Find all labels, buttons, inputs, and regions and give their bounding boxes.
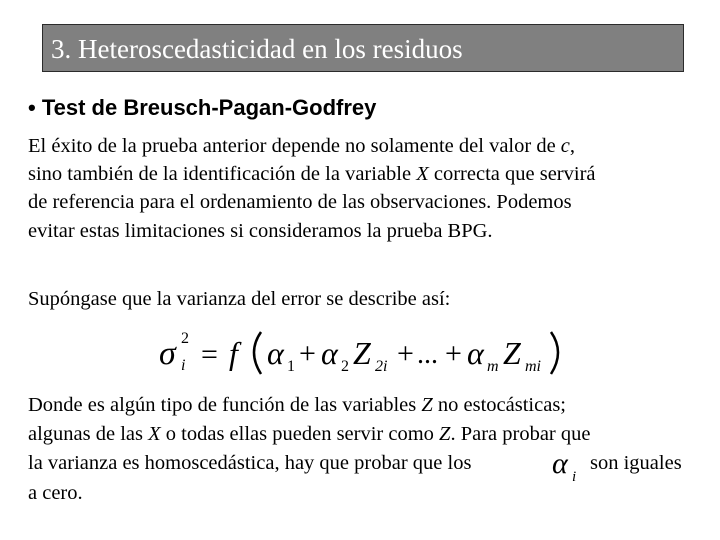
alpha-subscript: i xyxy=(572,469,577,483)
formula-equals: = xyxy=(201,338,218,371)
formula-alpha2: α xyxy=(321,335,338,371)
text-span: Donde es algún tipo de función de las variables xyxy=(28,394,422,416)
paragraph3-line1 xyxy=(28,392,566,418)
variable-z: Z xyxy=(421,394,433,416)
formula-alpha1-sub: 1 xyxy=(287,358,295,375)
formula-sigma: σ xyxy=(159,335,176,372)
text-span: algunas de las xyxy=(28,423,149,445)
formula-alpha1: α xyxy=(267,335,284,371)
formula-ellipsis: ... xyxy=(417,339,438,370)
formula-plus3: + xyxy=(445,337,462,370)
formula-left-paren xyxy=(254,332,261,374)
variance-formula xyxy=(157,326,567,378)
formula-z2-sub: 2i xyxy=(375,358,388,375)
text-span: correcta que servirá xyxy=(428,163,596,185)
text-span: o todas ellas pueden servir como xyxy=(160,423,440,445)
variable-x: X xyxy=(416,163,429,185)
paragraph1-line1 xyxy=(28,133,575,159)
paragraph1-line4: evitar estas limitaciones si consideramos la prueba BPG. xyxy=(28,220,493,242)
formula-plus2: + xyxy=(397,337,414,370)
text-span: , xyxy=(569,135,576,157)
formula-zm: Z xyxy=(503,335,521,371)
alpha-i-symbol xyxy=(550,449,584,483)
formula-alpha2-sub: 2 xyxy=(341,358,349,375)
slide-title-bar xyxy=(42,24,684,72)
formula-function-f: f xyxy=(229,335,238,371)
section-heading: • Test de Breusch-Pagan-Godfrey xyxy=(28,95,377,120)
text-span: sino también de la identificación de la variable xyxy=(28,163,417,185)
text-span: El éxito de la prueba anterior depende no solamente del valor de xyxy=(28,135,561,157)
slide-title: 3. Heteroscedasticidad en los residuos xyxy=(51,34,463,64)
formula-sigma-sub: i xyxy=(181,357,186,374)
formula-sigma-sup: 2 xyxy=(181,330,189,347)
alpha-symbol: α xyxy=(552,449,568,480)
paragraph3-line2 xyxy=(28,421,590,447)
formula-alpham: α xyxy=(467,335,484,371)
paragraph1-line2 xyxy=(28,161,596,187)
paragraph3-line3b: son iguales xyxy=(590,452,682,474)
formula-right-paren xyxy=(551,332,558,374)
paragraph1-line3: de referencia para el ordenamiento de las observaciones. Podemos xyxy=(28,191,572,213)
formula-alpham-sub: m xyxy=(487,358,499,375)
text-span: no estocásticas; xyxy=(432,394,566,416)
text-span: . Para probar que xyxy=(450,423,591,445)
formula-plus1: + xyxy=(299,337,316,370)
paragraph3-line4: a cero. xyxy=(28,482,83,504)
paragraph3-line3a: la varianza es homoscedástica, hay que probar que los xyxy=(28,452,472,474)
variable-z: Z xyxy=(439,423,451,445)
variable-x: X xyxy=(148,423,161,445)
formula-zm-sub: mi xyxy=(525,358,541,375)
paragraph2-line1: Supóngase que la varianza del error se describe así: xyxy=(28,288,451,310)
variable-c: c xyxy=(560,135,570,157)
formula-z2: Z xyxy=(353,335,371,371)
